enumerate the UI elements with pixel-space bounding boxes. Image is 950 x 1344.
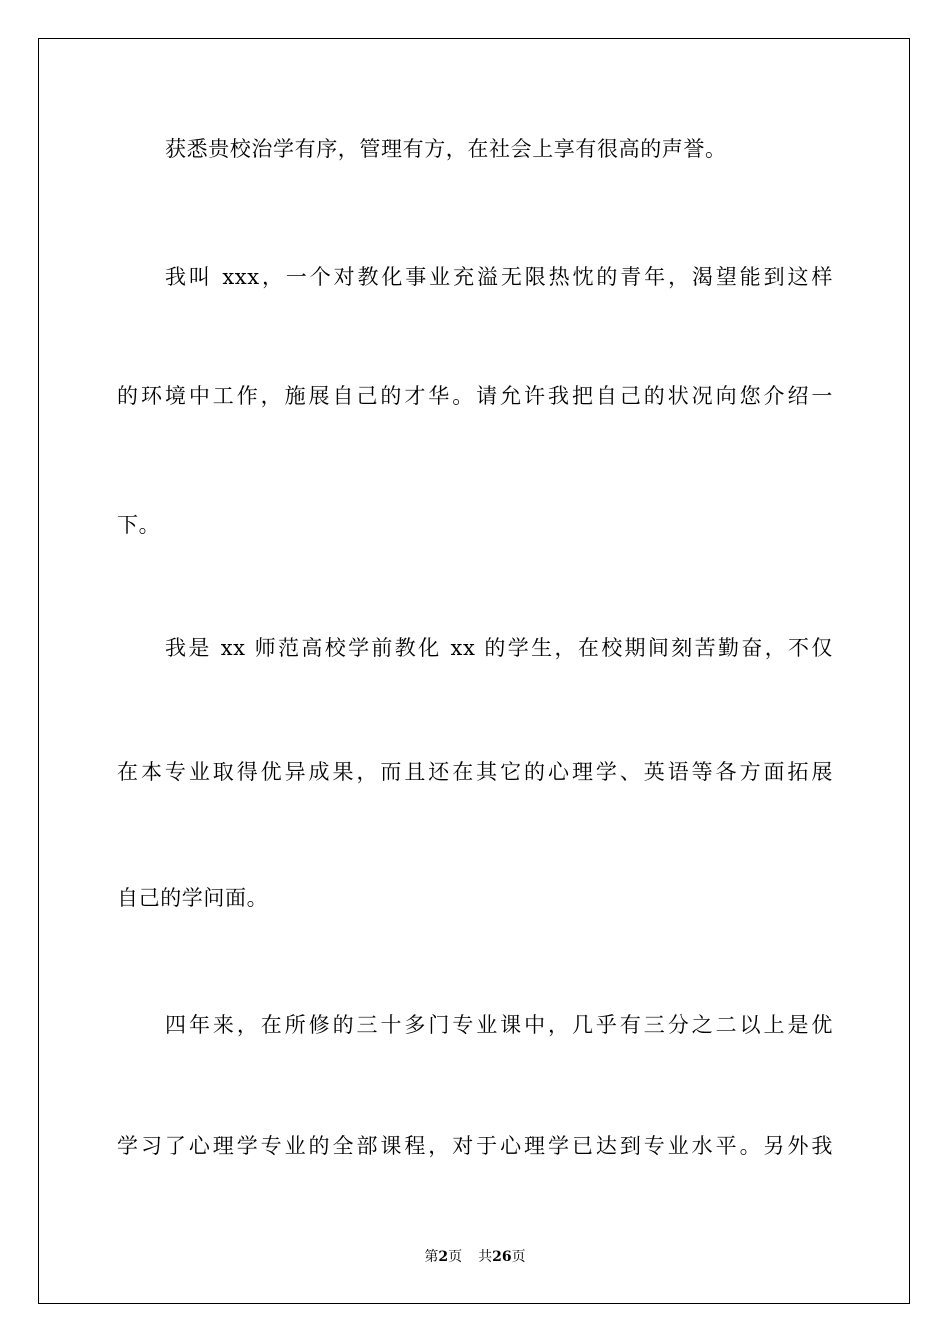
text-line: 在本专业取得优异成果，而且还在其它的心理学、英语等各方面拓展 bbox=[117, 760, 833, 784]
page-border bbox=[38, 38, 910, 1304]
text-line: 我是 xx 师范高校学前教化 xx 的学生，在校期间刻苦勤奋，不仅 bbox=[165, 636, 833, 660]
text-line: 的环境中工作，施展自己的才华。请允许我把自己的状况向您介绍一 bbox=[117, 384, 833, 408]
footer-total-prefix: 共 bbox=[478, 1249, 493, 1265]
footer-total-suffix: 页 bbox=[511, 1249, 526, 1265]
text-line: 获悉贵校治学有序，管理有方，在社会上享有很高的声誉。 bbox=[165, 137, 727, 161]
text-line: 我叫 xxx，一个对教化事业充溢无限热忱的青年，渴望能到这样 bbox=[165, 265, 833, 289]
footer-page-prefix: 第 bbox=[424, 1249, 439, 1265]
text-line: 自己的学问面。 bbox=[117, 886, 269, 910]
text-line: 下。 bbox=[117, 513, 161, 537]
text-line: 学习了心理学专业的全部课程，对于心理学已达到专业水平。另外我 bbox=[117, 1134, 833, 1158]
text-line: 四年来，在所修的三十多门专业课中，几乎有三分之二以上是优 bbox=[165, 1013, 833, 1037]
page-footer bbox=[0, 1247, 950, 1267]
footer-page-suffix: 页 bbox=[448, 1249, 463, 1265]
footer-total-pages: 26 bbox=[492, 1249, 512, 1265]
footer-page-number: 2 bbox=[438, 1249, 449, 1265]
